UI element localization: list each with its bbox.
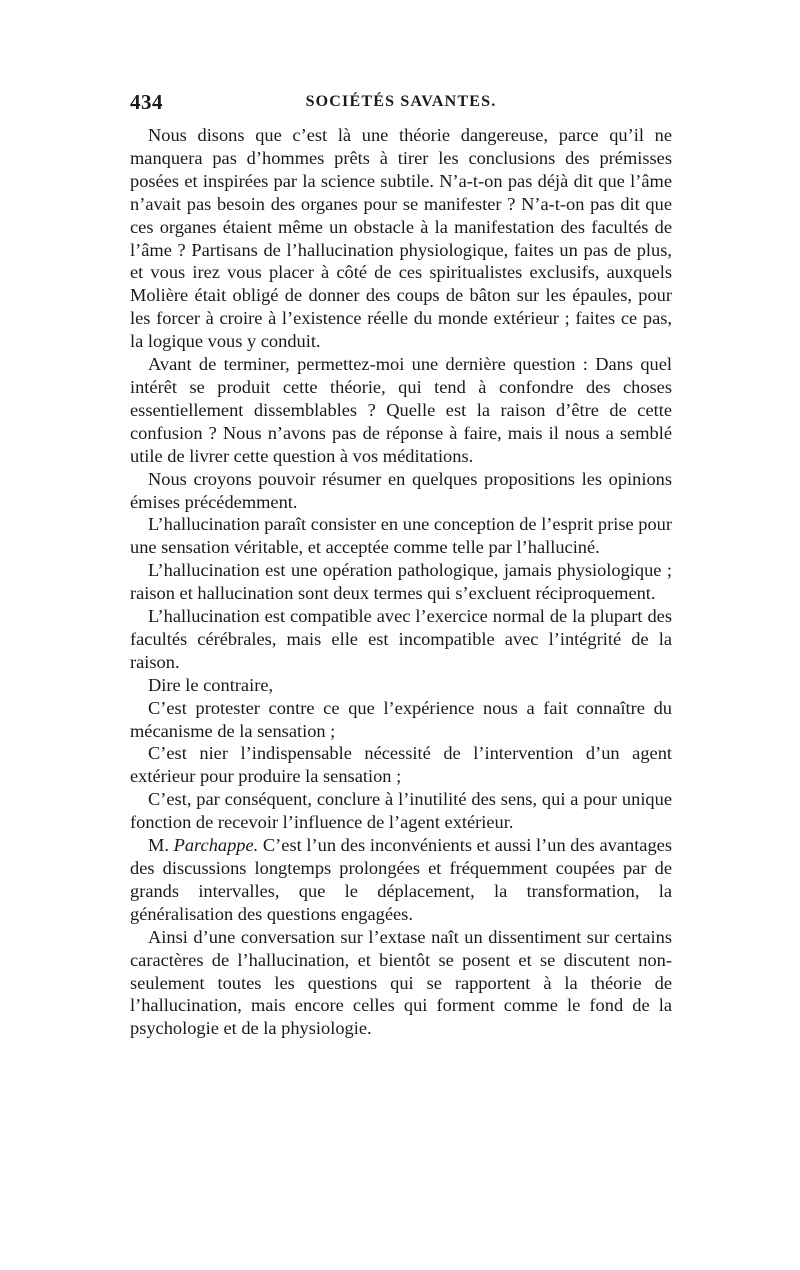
paragraph-8: C’est protester contre ce que l’expérience nous a fait connaître du mécanisme de la sensation ; (130, 697, 672, 741)
paragraph-9: C’est nier l’indispensable nécessité de l’intervention d’un agent extérieur pour produire la sensation ; (130, 743, 672, 787)
book-page (130, 90, 672, 1040)
paragraph-1: Nous disons que c’est là une théorie dangereuse, parce qu’il ne manquera pas d’hommes prêts à tirer les conclusions des prémisses posées et inspirées par la science subtile. N’a-t-on pas déjà dit que l’âme n’avait pas besoin des organes pour se manifester ? N’a-t-on pas dit que ces organes étaient même un obstacle à la manifestation des facultés de l’âme ? Partisans de l’hallucination physiologique, faites un pas de plus, et vous irez vous placer à côté de ces spiritualistes exclusifs, auxquels Molière était obligé de donner des coups de bâton sur les épaules, pour les forcer à croire à l’existence réelle du monde extérieur ; faites ce pas, la logique vous y conduit. (130, 125, 672, 352)
speaker-name: Parchappe. (173, 835, 259, 856)
paragraph-7: Dire le contraire, (148, 674, 274, 695)
running-head (130, 90, 672, 120)
closing-paragraph: Ainsi d’une conversation sur l’extase naît un dissentiment sur certains caractères de l’hallucination, et bientôt se posent et se discutent non-seulement toutes les questions qui se rapportent à la théorie de l’hallucination, mais encore celles qui forment comme le fond de la psychologie et de la physiologie. (130, 926, 672, 1039)
paragraph-3: Nous croyons pouvoir résumer en quelques propositions les opinions émises précédemment. (130, 468, 672, 512)
speaker-prefix: M. (148, 835, 169, 856)
paragraph-2: Avant de terminer, permettez-moi une dernière question : Dans quel intérêt se produit cette théorie, qui tend à confondre des choses essentiellement dissemblables ? Quelle est la raison d’être de cette confusion ? Nous n’avons pas de réponse à faire, mais il nous a semblé utile de livrer cette question à vos méditations. (130, 354, 672, 466)
paragraph-5: L’hallucination est une opération pathologique, jamais physiologique ; raison et hallucination sont deux termes qui s’excluent réciproquement. (130, 560, 672, 604)
speaker-text: C’est l’un des inconvénients et aussi l’un des avantages des discussions longtemps prolongées et fréquemment coupées par de grands intervalles, que le déplacement, la transformation, la généralisation des questions engagées. (130, 835, 672, 924)
body-text (130, 124, 672, 1040)
paragraph-4: L’hallucination paraît consister en une conception de l’esprit prise pour une sensation véritable, et acceptée comme telle par l’halluciné. (130, 514, 672, 558)
running-title: SOCIÉTÉS SAVANTES. (305, 93, 497, 110)
speaker-paragraph (130, 834, 672, 926)
page-number: 434 (130, 90, 163, 114)
paragraph-6: L’hallucination est compatible avec l’exercice normal de la plupart des facultés cérébrales, mais elle est incompatible avec l’intégrité de la raison. (130, 606, 672, 672)
paragraph-10: C’est, par conséquent, conclure à l’inutilité des sens, qui a pour unique fonction de recevoir l’influence de l’agent extérieur. (130, 789, 672, 833)
